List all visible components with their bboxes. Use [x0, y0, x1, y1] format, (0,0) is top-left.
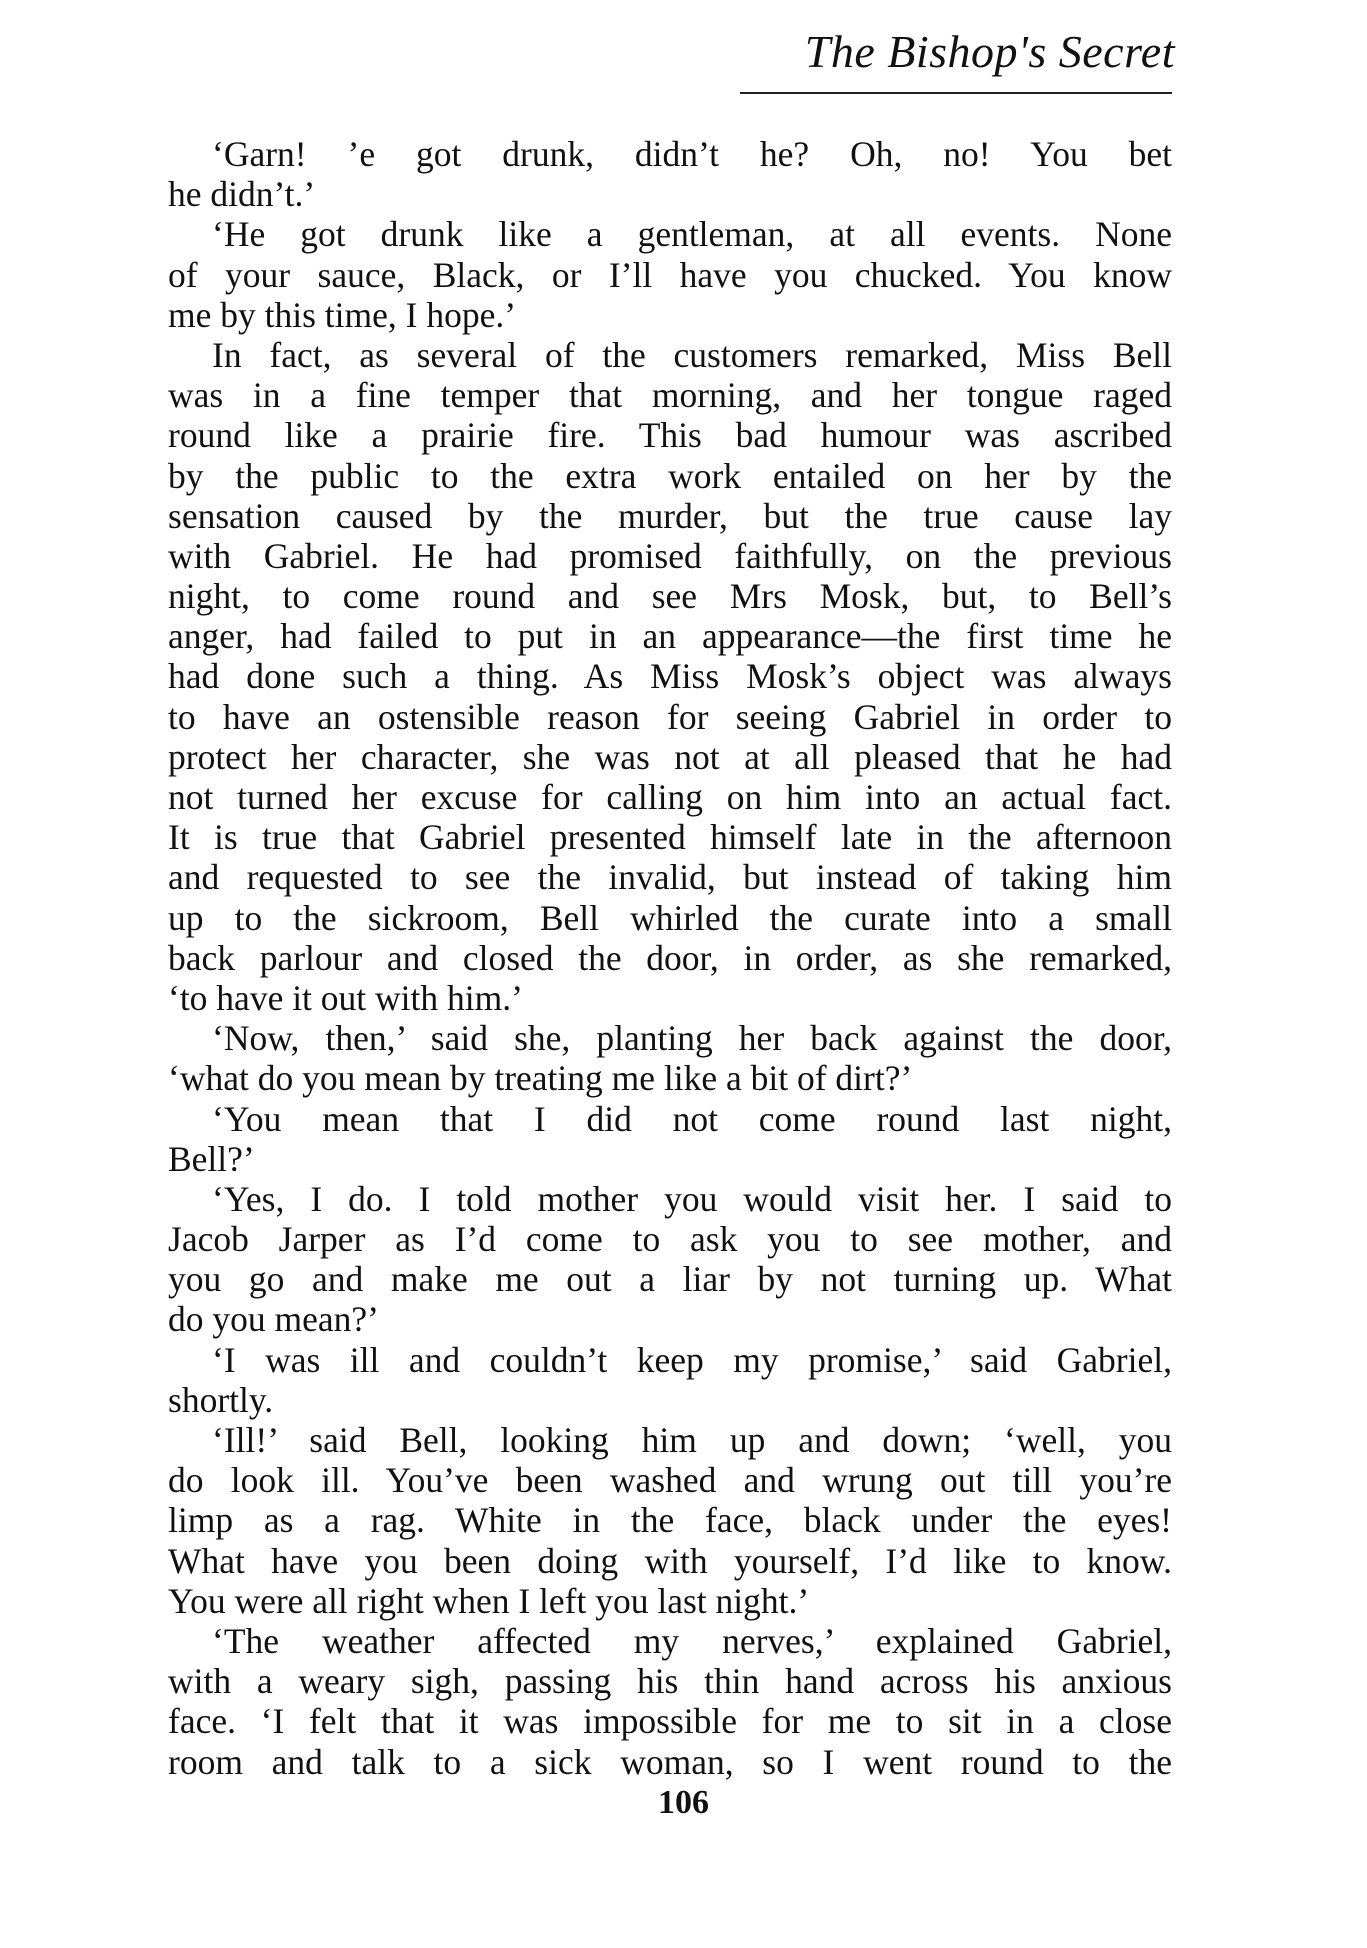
text-line: ‘You mean that I did not come round last night, [212, 1098, 1172, 1139]
text-line: do look ill. You’ve been washed and wrung out till you’re [168, 1460, 1172, 1501]
text-line: with Gabriel. He had promised faithfully, on the previous [168, 535, 1172, 576]
text-line: me by this time, I hope.’ [168, 294, 517, 335]
text-line: ‘Garn! ’e got drunk, didn’t he? Oh, no! You bet [212, 134, 1172, 174]
text-line: sensation caused by the murder, but the true cause lay [168, 495, 1172, 536]
text-line: ‘Ill!’ said Bell, looking him up and down; ‘well, you [212, 1420, 1172, 1460]
text-line: ‘to have it out with him.’ [168, 977, 523, 1018]
text-line: not turned her excuse for calling on him into an actual fact. [168, 777, 1172, 817]
text-line: It is true that Gabriel presented himself late in the afternoon [168, 817, 1172, 858]
text-line: was in a fine temper that morning, and her tongue raged [168, 375, 1172, 416]
text-line: do you mean?’ [168, 1299, 379, 1340]
text-line: night, to come round and see Mrs Mosk, but, to Bell’s [168, 576, 1172, 617]
text-line: room and talk to a sick woman, so I went round to the [168, 1741, 1172, 1782]
text-line: limp as a rag. White in the face, black under the eyes! [168, 1500, 1172, 1541]
text-line: you go and make me out a liar by not turning up. What [168, 1259, 1172, 1300]
text-line: with a weary sigh, passing his thin hand across his anxious [168, 1661, 1172, 1702]
text-line: by the public to the extra work entailed on her by the [168, 455, 1172, 496]
text-line: to have an ostensible reason for seeing Gabriel in order to [168, 696, 1172, 737]
body-text [168, 134, 1172, 1782]
text-line: he didn’t.’ [168, 174, 316, 215]
page-number: 106 [658, 1784, 709, 1821]
text-line: What have you been doing with yourself, I’d like to know. [168, 1540, 1172, 1581]
text-line: up to the sickroom, Bell whirled the curate into a small [168, 897, 1172, 938]
text-line: had done such a thing. As Miss Mosk’s object was always [168, 656, 1172, 697]
text-line: and requested to see the invalid, but instead of taking him [168, 857, 1172, 898]
running-head: The Bishop's Secret [804, 26, 1175, 77]
text-line: ‘The weather affected my nerves,’ explained Gabriel, [212, 1620, 1172, 1661]
text-line: Bell?’ [168, 1138, 255, 1179]
text-line: ‘I was ill and couldn’t keep my promise,’ said Gabriel, [212, 1339, 1172, 1380]
header-rule [740, 92, 1172, 94]
text-line: back parlour and closed the door, in order, as she remarked, [168, 937, 1172, 978]
text-line: Jacob Jarper as I’d come to ask you to see mother, and [168, 1219, 1172, 1260]
text-line: anger, had failed to put in an appearance—the first time he [168, 616, 1172, 657]
text-line: round like a prairie fire. This bad humour was ascribed [168, 415, 1172, 456]
text-line: ‘what do you mean by treating me like a bit of dirt?’ [168, 1058, 913, 1099]
text-line: You were all right when I left you last night.’ [168, 1580, 810, 1621]
text-line: ‘Yes, I do. I told mother you would visit her. I said to [212, 1178, 1172, 1219]
text-line: ‘He got drunk like a gentleman, at all events. None [212, 214, 1172, 255]
text-line: ‘Now, then,’ said she, planting her back against the door, [212, 1018, 1172, 1059]
text-line: In fact, as several of the customers remarked, Miss Bell [212, 334, 1172, 375]
text-line: shortly. [168, 1379, 274, 1420]
text-line: of your sauce, Black, or I’ll have you chucked. You know [168, 254, 1172, 295]
text-line: protect her character, she was not at all pleased that he had [168, 736, 1172, 777]
text-line: face. ‘I felt that it was impossible for me to sit in a close [168, 1701, 1172, 1742]
